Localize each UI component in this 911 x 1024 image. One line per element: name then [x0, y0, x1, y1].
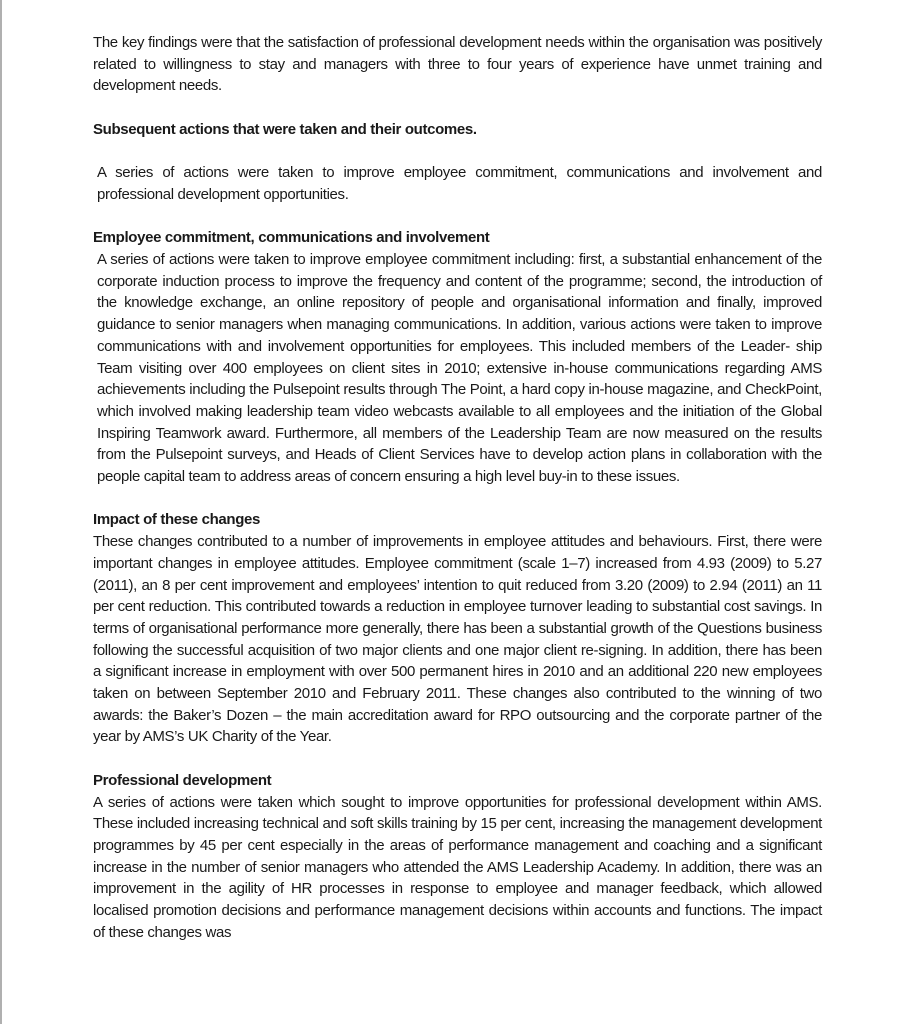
- page-edge: [0, 0, 2, 1024]
- professional-development-heading: Professional development: [93, 771, 272, 789]
- impact-paragraph: These changes contributed to a number of improvements in employee attitudes and behaviours. First, there were important changes in employee attitudes. Employee commitment (scale 1–7) increased from 4.93 (2009) to 5.27 (2011), an 8 per cent improvement and employees’ intention to quit reduced from 3.20 (2009) to 2.94 (2011) an 11 per cent reduction. This contributed towards a reduction in employee turnover leading to substantial cost savings. In terms of organisational performance more generally, there has been a substantial growth of the Questions business following the successful acquisition of two major clients and one major client re-signing. In addition, there has been a significant increase in employment with over 500 permanent hires in 2010 and an additional 220 new employees taken on between September 2010 and February 2011. These changes also contributed to the winning of two awards: the Baker’s Dozen – the main accreditation award for RPO outsourcing and the corporate partner of the year by AMS’s UK Charity of the Year.: [93, 533, 822, 746]
- document-page: [93, 32, 822, 943]
- professional-development-paragraph: A series of actions were taken which sought to improve opportunities for professional development within AMS. These included increasing technical and soft skills training by 15 per cent, increasing the management development programmes by 45 per cent especially in the areas of performance management and coaching and a significant increase in the number of senior managers who attended the AMS Leadership Academy. In addition, there was an improvement in the agility of HR processes in response to employee and manager feedback, which allowed localised promotion decisions and performance management decisions within accounts and functions. The impact of these changes was: [93, 793, 822, 941]
- subsequent-actions-paragraph: A series of actions were taken to improve employee commitment, communications and involvement and professional development opportunities.: [97, 164, 822, 203]
- intro-paragraph: The key findings were that the satisfaction of professional development needs within the organisation was positively related to willingness to stay and managers with three to four years of experience have unmet training and development needs.: [93, 34, 822, 95]
- subsequent-actions-heading: Subsequent actions that were taken and their outcomes.: [93, 120, 477, 138]
- commitment-paragraph: A series of actions were taken to improve employee commitment including: first, a substantial enhancement of the corporate induction process to improve the frequency and content of the programme; second, the introduction of the knowledge exchange, an online repository of people and organisational information and finally, improved guidance to senior managers when managing communications. In addition, various actions were taken to improve communications with and involvement opportunities for employees. This included members of the Leader- ship Team visiting over 400 employees on client sites in 2010; extensive in-house communications regarding AMS achievements including the Pulsepoint results through The Point, a hard copy in-house magazine, and CheckPoint, which involved making leadership team video webcasts available to all employees and the initiation of the Global Inspiring Teamwork award. Furthermore, all members of the Leadership Team are now measured on the results from the Pulsepoint surveys, and Heads of Client Services have to develop action plans in collaboration with the people capital team to address areas of concern ensuring a high level buy-in to these issues.: [97, 250, 822, 486]
- commitment-heading: Employee commitment, communications and involvement: [93, 229, 490, 247]
- impact-heading: Impact of these changes: [93, 511, 260, 529]
